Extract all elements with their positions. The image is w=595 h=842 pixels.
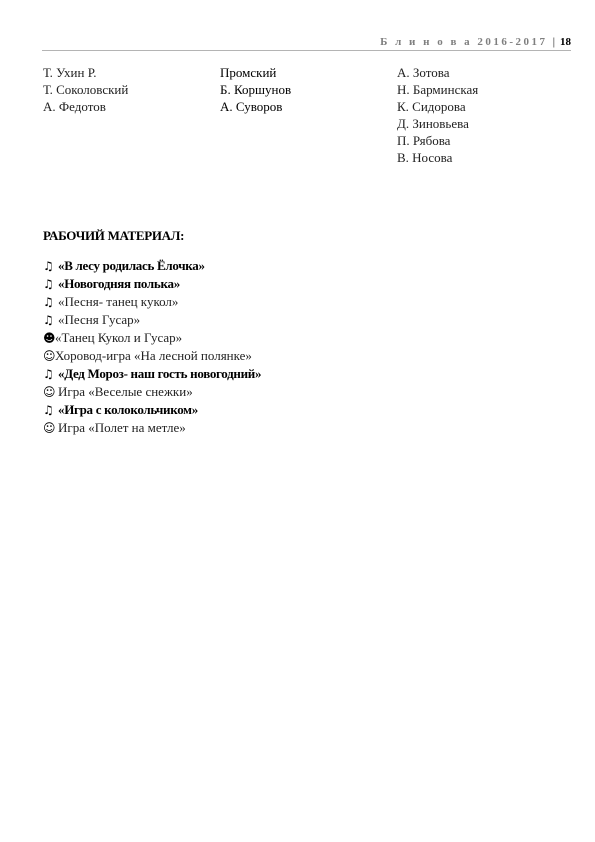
music-note-icon: ♫ <box>43 295 54 309</box>
list-item <box>43 257 575 275</box>
roster-name: А. Федотов <box>43 99 106 114</box>
smiley-icon: ☺ <box>43 385 56 399</box>
list-item-text: «Игра с колокольчиком» <box>58 402 198 417</box>
roster-name: П. Рябова <box>397 133 451 148</box>
roster-column-2 <box>220 64 291 115</box>
list-item-text: «Песня- танец кукол» <box>58 294 179 309</box>
filled-smiley-icon: ☻ <box>43 331 56 345</box>
working-material-section <box>43 228 575 437</box>
roster-name: Т. Соколовский <box>43 82 129 97</box>
roster-name: К. Сидорова <box>397 99 466 114</box>
list-item-text: Хоровод-игра «На лесной полянке» <box>55 348 252 363</box>
header-rule <box>42 50 571 51</box>
music-note-icon: ♫ <box>43 277 54 291</box>
smiley-icon: ☺ <box>43 421 56 435</box>
list-item <box>43 365 575 383</box>
list-item-text: «Дед Мороз- наш гость новогодний» <box>58 366 262 381</box>
smiley-icon: ☺ <box>43 349 56 363</box>
roster-column-1 <box>43 64 128 115</box>
list-item <box>43 347 575 365</box>
list-item <box>43 401 575 419</box>
roster-name: А. Зотова <box>397 65 450 80</box>
list-item <box>43 383 575 401</box>
music-note-icon: ♫ <box>43 403 54 417</box>
music-note-icon: ♫ <box>43 367 54 381</box>
list-item-text: «В лесу родилась Ёлочка» <box>58 258 205 273</box>
roster-name: Д. Зиновьева <box>397 116 469 131</box>
page-header <box>380 36 571 48</box>
list-item <box>43 275 575 293</box>
music-note-icon: ♫ <box>43 259 54 273</box>
roster-name: А. Суворов <box>220 99 283 114</box>
roster-name: Промский <box>220 65 277 80</box>
list-item-text: «Танец Кукол и Гусар» <box>55 330 183 345</box>
list-item <box>43 311 575 329</box>
list-item <box>43 329 575 347</box>
roster-name: Б. Коршунов <box>220 82 292 97</box>
material-list <box>43 257 575 437</box>
list-item <box>43 293 575 311</box>
roster-column-3 <box>397 64 478 166</box>
list-item <box>43 419 575 437</box>
section-title: РАБОЧИЙ МАТЕРИАЛ: <box>43 228 185 243</box>
header-separator: | <box>552 36 555 48</box>
music-note-icon: ♫ <box>43 313 54 327</box>
roster-name: Н. Барминская <box>397 82 479 97</box>
list-item-text: Игра «Полет на метле» <box>58 420 186 435</box>
list-item-text: «Песня Гусар» <box>58 312 141 327</box>
roster-name: В. Носова <box>397 150 453 165</box>
list-item-text: «Новогодняя полька» <box>58 276 180 291</box>
list-item-text: Игра «Веселые снежки» <box>58 384 193 399</box>
roster-name: Т. Ухин Р. <box>43 65 97 80</box>
page-number: 18 <box>560 36 571 48</box>
header-title: Б л и н о в а 2016-2017 <box>380 36 548 48</box>
